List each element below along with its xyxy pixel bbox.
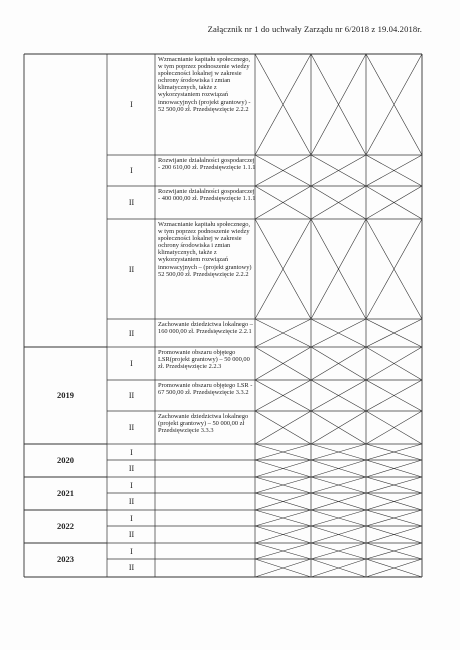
page-header: Załącznik nr 1 do uchwały Zarządu nr 6/2018 z 19.04.2018r. xyxy=(207,24,422,34)
task-description: Zachowanie dziedzictwa lokalnego (projekt grantowy) – 50 000,00 zł Przedsięwzięcie 3.3.3 xyxy=(158,413,249,435)
half-label: I xyxy=(130,100,133,110)
half-label: I xyxy=(130,359,133,369)
year-label: 2020 xyxy=(57,455,74,466)
year-label: 2019 xyxy=(57,390,74,401)
task-description: Wzmacnianie kapitału społecznego, w tym poprzez podnoszenie wiedzy społeczności lokalnej w zakresie ochrony środowiska i zmian klimatycznych, także z wykorzystaniem rozwiązań innowacyjnych (projekt grantowy) - 52 500,00 zł. Przedsięwzięcie 2.2.2 xyxy=(158,56,251,113)
year-label: 2022 xyxy=(57,521,74,532)
half-label: I xyxy=(130,166,133,176)
year-label: 2021 xyxy=(57,488,74,499)
half-label: I xyxy=(130,546,133,556)
half-label: II xyxy=(128,264,135,274)
half-label: II xyxy=(128,464,135,474)
half-label: II xyxy=(128,391,135,401)
half-label: II xyxy=(128,563,135,573)
half-label: I xyxy=(130,480,133,490)
task-description: Promowanie obszaru objętego LSR - 67 500,00 zł. Przedsięwzięcie 3.3.2 xyxy=(158,382,253,397)
task-description: Rozwijanie działalności gospodarczej - 400 000,00 zł. Przedsięwzięcie 1.1.1 xyxy=(158,188,256,203)
half-label: II xyxy=(128,530,135,540)
half-label: II xyxy=(128,497,135,507)
half-label: I xyxy=(130,513,133,523)
task-description: Promowanie obszaru objętego LSR(projekt grantowy) – 50 000,00 zł. Przedsięwzięcie 2.2.3 xyxy=(158,349,250,371)
half-label: II xyxy=(128,423,135,433)
task-description: Rozwijanie działalności gospodarczej - 200 610,00 zł. Przedsięwzięcie 1.1.1 xyxy=(158,157,256,172)
half-label: II xyxy=(128,198,135,208)
task-description: Wzmacnianie kapitału społecznego, w tym poprzez podnoszenie wiedzy społeczności lokalnej w zakresie ochrony środowiska i zmian klimatycznych, także z wykorzystaniem rozwiązań innowacyjnych – (projekt grantowy) 52 500,00 zł. Przedsięwzięcie 2.2.2 xyxy=(158,221,252,278)
half-label: II xyxy=(128,328,135,338)
half-label: I xyxy=(130,447,133,457)
year-label: 2023 xyxy=(57,554,74,565)
task-description: Zachowanie dziedzictwa lokalnego – 160 000,00 zł. Przedsięwzięcie 2.2.1 xyxy=(158,321,253,336)
